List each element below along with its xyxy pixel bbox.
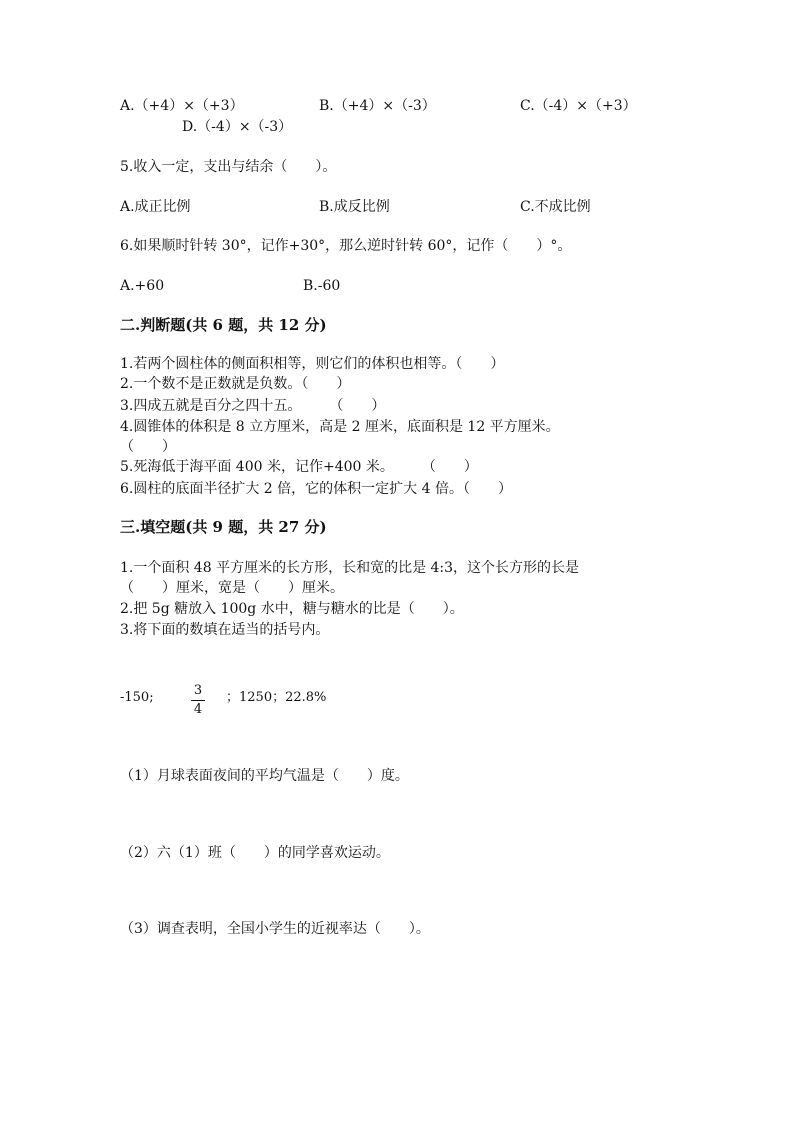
q4-option-a: A.（+4）×（+3） bbox=[120, 98, 244, 114]
judgement-item-continuation: （ ） bbox=[120, 439, 176, 455]
judgement-item: 2.一个数不是正数就是负数。（ ） bbox=[120, 376, 351, 392]
fill-item: 2.把 5g 糖放入 100g 水中，糖与糖水的比是（ ）。 bbox=[120, 601, 464, 617]
sub-question: （2）六（1）班（ ）的同学喜欢运动。 bbox=[120, 845, 390, 861]
number-list-right: ；1250；22.8% bbox=[226, 690, 327, 705]
q4-option-d: D.（-4）×（-3） bbox=[182, 119, 293, 135]
q4-option-b: B.（+4）×（-3） bbox=[319, 98, 436, 114]
q5-option-c: C.不成比例 bbox=[520, 199, 591, 215]
q5-stem: 5.收入一定，支出与结余（ ）。 bbox=[120, 159, 337, 175]
sub-question: （3）调查表明，全国小学生的近视率达（ ）。 bbox=[120, 921, 430, 937]
fraction-denominator: 4 bbox=[193, 702, 203, 717]
fill-item-continuation: （ ）厘米，宽是（ ）厘米。 bbox=[120, 580, 344, 596]
section-heading-fill-blank: 三.填空题(共 9 题，共 27 分) bbox=[120, 518, 327, 536]
judgement-item: 5.死海低于海平面 400 米，记作+400 米。 （ ） bbox=[120, 459, 478, 475]
fraction-three-quarters bbox=[191, 684, 205, 717]
fill-item: 1.一个面积 48 平方厘米的长方形，长和宽的比是 4:3，这个长方形的长是 bbox=[120, 560, 580, 576]
judgement-item: 4.圆锥体的体积是 8 立方厘米，高是 2 厘米，底面积是 12 平方厘米。 bbox=[120, 419, 560, 435]
section-heading-judgement: 二.判断题(共 6 题，共 12 分) bbox=[120, 316, 327, 334]
q5-option-b: B.成反比例 bbox=[319, 199, 390, 215]
q4-option-c: C.（-4）×（+3） bbox=[520, 98, 637, 114]
q5-option-a: A.成正比例 bbox=[120, 199, 191, 215]
number-list-left: -150; bbox=[120, 690, 154, 705]
fraction-numerator: 3 bbox=[193, 683, 203, 698]
sub-question: （1）月球表面夜间的平均气温是（ ）度。 bbox=[120, 768, 409, 784]
judgement-item: 6.圆柱的底面半径扩大 2 倍，它的体积一定扩大 4 倍。（ ） bbox=[120, 481, 512, 497]
q6-option-a: A.+60 bbox=[120, 278, 165, 294]
q6-stem: 6.如果顺时针转 30°，记作+30°，那么逆时针转 60°，记作（ ）°。 bbox=[120, 238, 572, 254]
judgement-item: 1.若两个圆柱体的侧面积相等，则它们的体积也相等。（ ） bbox=[120, 356, 505, 372]
q6-option-b: B.-60 bbox=[303, 278, 341, 294]
judgement-item: 3.四成五就是百分之四十五。 （ ） bbox=[120, 398, 386, 414]
fill-item: 3.将下面的数填在适当的括号内。 bbox=[120, 622, 330, 638]
